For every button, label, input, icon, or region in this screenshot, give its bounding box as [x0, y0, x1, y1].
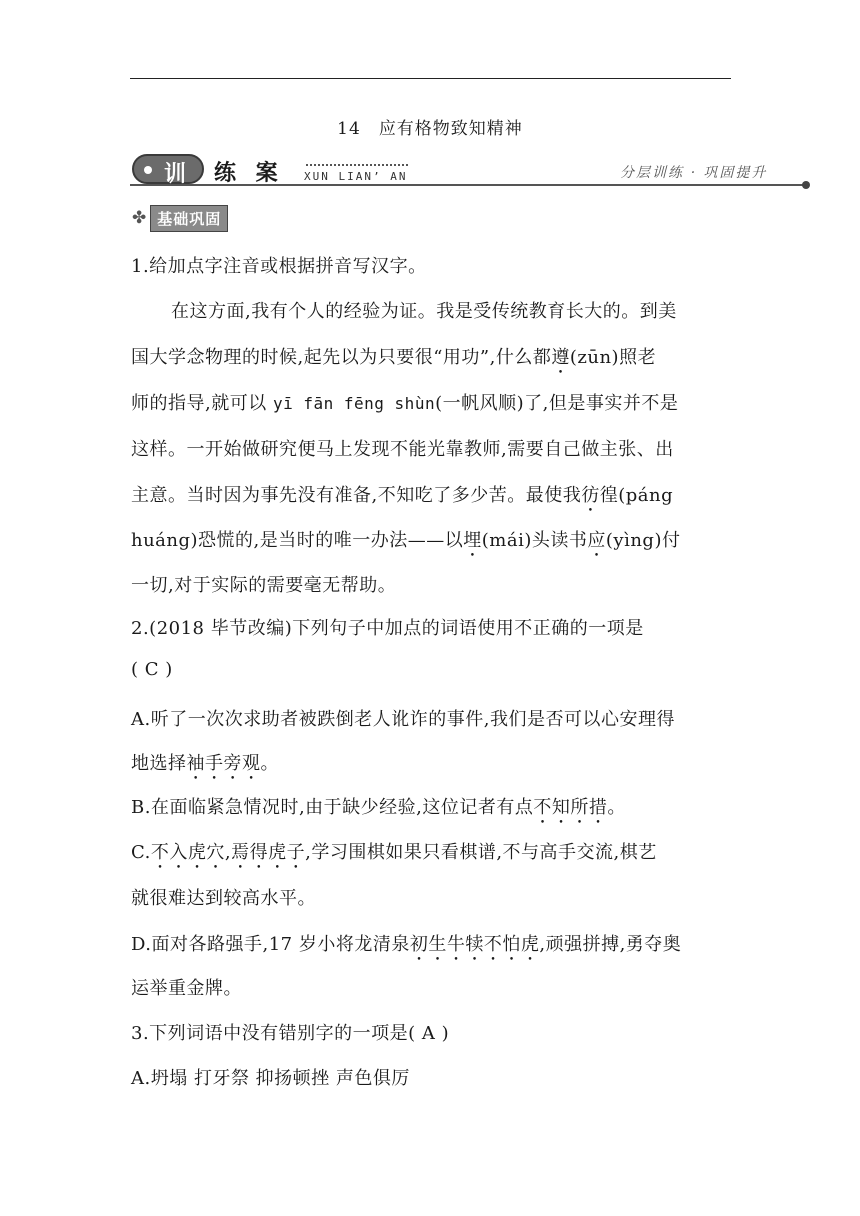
flower-icon: ✤ — [132, 208, 147, 228]
q1-line-5 — [131, 481, 673, 516]
banner-pinyin: XUN LIAN’ AN — [304, 170, 408, 183]
q2-option-a-line-1: A.听了一次次求助者被跌倒老人讹诈的事件,我们是否可以心安理得 — [131, 709, 675, 730]
pinyin-span: yī fān fēng shùn — [272, 394, 436, 413]
banner-pill — [132, 154, 204, 187]
lesson-number: 14 — [337, 119, 361, 139]
banner-baseline — [130, 184, 806, 186]
lesson-title — [0, 114, 860, 139]
banner-end-dot-icon — [802, 181, 810, 189]
banner-label: 练 案 — [214, 161, 284, 186]
dotted-char: 应 — [587, 530, 606, 551]
banner-icon-char: 训 — [164, 162, 187, 187]
text-span: 。 — [260, 753, 279, 774]
top-rule — [130, 78, 731, 79]
dotted-phrase: 初生牛犊不怕虎 — [409, 934, 540, 955]
text-span: 师的指导,就可以 — [131, 393, 273, 414]
text-span: 地选择 — [131, 753, 187, 774]
banner-slogan: 分层训练 · 巩固提升 — [620, 165, 768, 181]
dotted-phrase: 袖手旁观 — [186, 753, 261, 774]
section-label: 基础巩固 — [150, 205, 228, 232]
q1-line-6 — [131, 526, 680, 561]
dotted-phrase: 不入虎穴,焉得虎子 — [150, 842, 306, 863]
text-span: 。 — [607, 797, 626, 818]
q2-option-b — [131, 793, 626, 828]
section-banner — [130, 152, 812, 190]
dotted-char: 埋 — [463, 530, 482, 551]
q2-stem: 2.(2018 毕节改编)下列句子中加点的词语使用不正确的一项是 — [131, 618, 644, 639]
q1-line-4: 这样。一开始做研究便马上发现不能光靠教师,需要自己做主张、出 — [131, 439, 674, 460]
dotted-char: 彷 — [581, 485, 600, 506]
dotted-divider — [306, 164, 408, 166]
text-span: (zūn)照老 — [569, 347, 657, 368]
text-span: (yìng)付 — [605, 530, 681, 551]
dotted-char: 遵 — [551, 347, 570, 368]
q1-line-2 — [131, 343, 656, 378]
q2-option-d-line-1 — [131, 930, 681, 965]
text-span: 主意。当时因为事先没有准备,不知吃了多少苦。最使我 — [131, 485, 582, 506]
text-span: 徨(páng — [599, 485, 674, 506]
bullet-dot-icon — [144, 166, 152, 174]
text-span: C. — [131, 842, 151, 863]
text-span: 国大学念物理的时候,起先以为只要很“用功”,什么都 — [131, 347, 552, 368]
q2-answer: ( C ) — [131, 659, 173, 680]
text-span: ,顽强拼搏,勇夺奥 — [539, 934, 682, 955]
q2-option-c-line-2: 就很难达到较高水平。 — [131, 888, 316, 909]
dotted-phrase: 不知所措 — [533, 797, 608, 818]
q2-option-a-line-2 — [131, 749, 279, 784]
q1-line-7: 一切,对于实际的需要毫无帮助。 — [131, 575, 397, 596]
q2-option-d-line-2: 运举重金牌。 — [131, 978, 242, 999]
text-span: ,学习围棋如果只看棋谱,不与高手交流,棋艺 — [305, 842, 657, 863]
text-span: (mái)头读书 — [481, 530, 588, 551]
q1-stem: 1.给加点字注音或根据拼音写汉字。 — [131, 256, 427, 277]
q1-line-3 — [131, 389, 678, 415]
q3-stem: 3.下列词语中没有错别字的一项是( A ) — [131, 1023, 450, 1044]
q1-line-1: 在这方面,我有个人的经验为证。我是受传统教育长大的。到美 — [171, 301, 677, 322]
text-span: B.在面临紧急情况时,由于缺少经验,这位记者有点 — [131, 797, 534, 818]
text-span: huáng)恐慌的,是当时的唯一办法——以 — [131, 530, 464, 551]
lesson-title-text: 应有格物致知精神 — [378, 119, 523, 139]
text-span: (一帆风顺)了,但是事实并不是 — [435, 393, 679, 414]
text-span: D.面对各路强手,17 岁小将龙清泉 — [131, 934, 410, 955]
q3-option-a: A.坍塌 打牙祭 抑扬顿挫 声色俱厉 — [131, 1068, 410, 1089]
section-tag — [132, 205, 228, 231]
q2-option-c-line-1 — [131, 838, 657, 873]
